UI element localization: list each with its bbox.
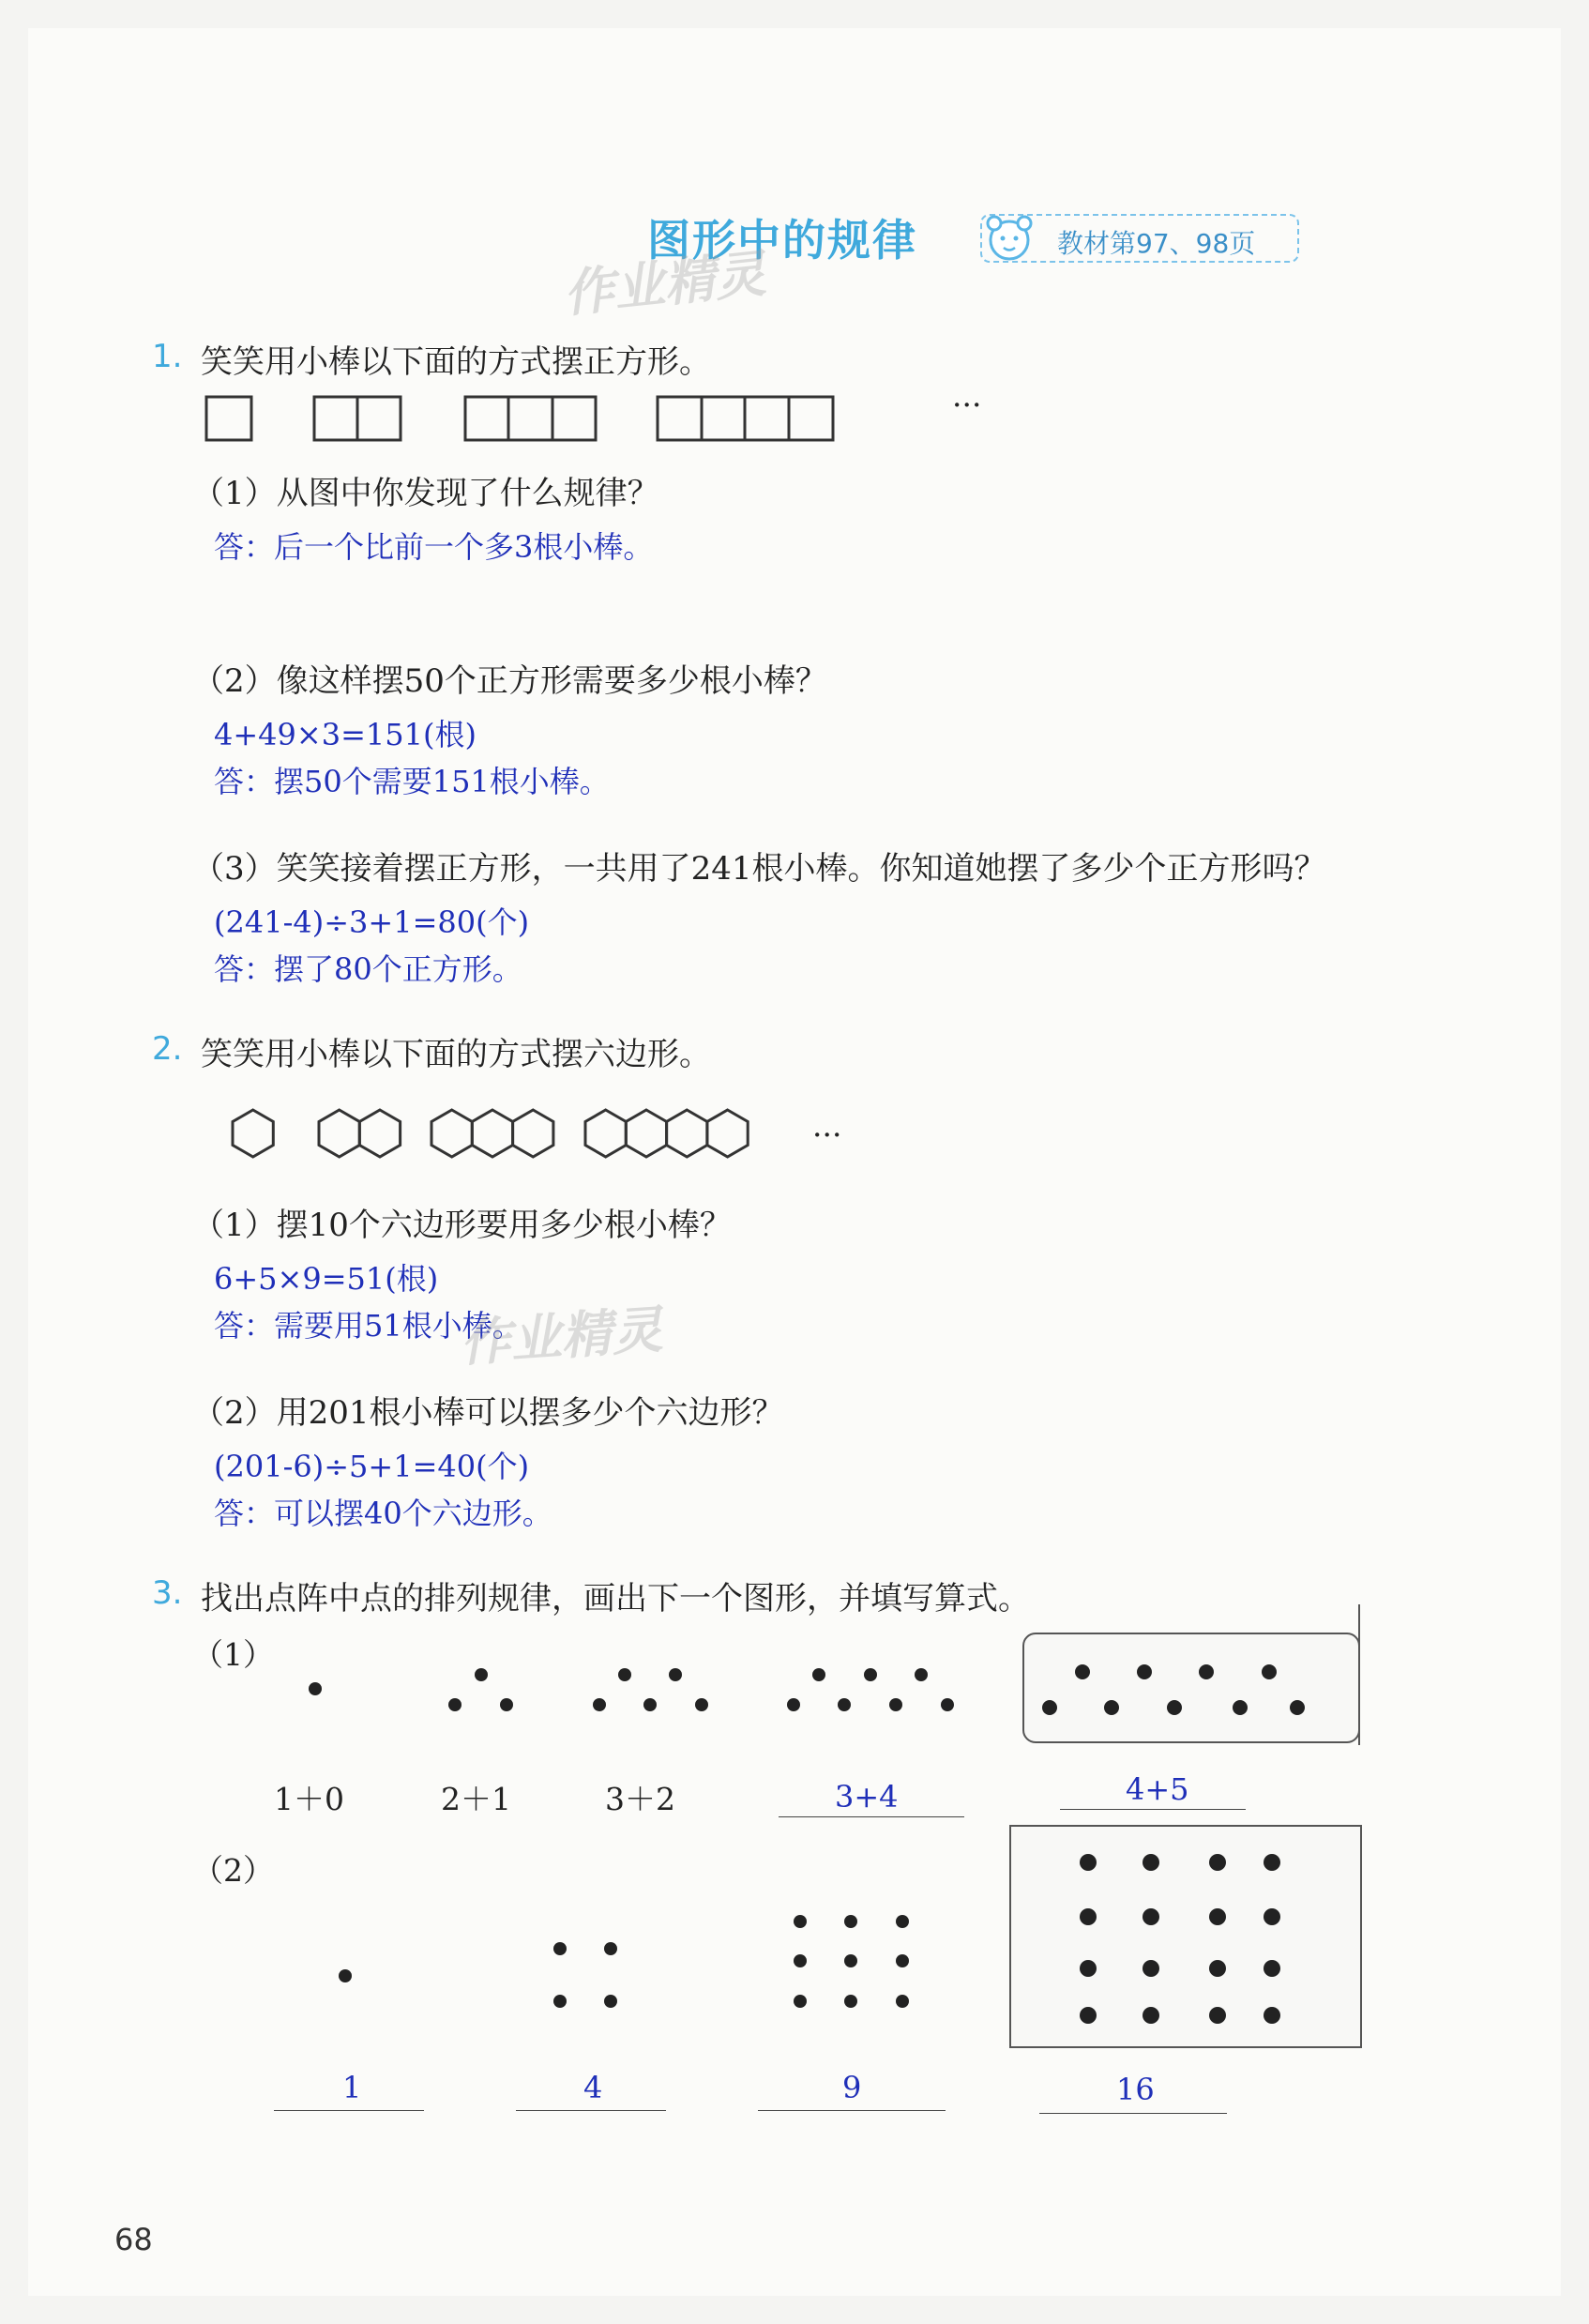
hexagons-ellipsis: ··· bbox=[812, 1116, 842, 1153]
q3-part2-blank-3 bbox=[758, 2110, 946, 2111]
q2-part2-calculation: (201-6)÷5+1=40(个) bbox=[214, 1449, 530, 1484]
q3-part2-answer-4: 16 bbox=[1116, 2072, 1155, 2107]
q3-part2-label: （2） bbox=[192, 1852, 274, 1889]
q3-part1-formula-3: 3＋2 bbox=[605, 1781, 675, 1817]
watermark: 作业精灵 bbox=[560, 243, 769, 325]
q3-part1-formula-1: 1＋0 bbox=[274, 1781, 344, 1817]
q1-part2-question: （2）像这样摆50个正方形需要多少根小棒？ bbox=[192, 662, 827, 700]
page-number: 68 bbox=[114, 2222, 153, 2257]
q1-part2-calculation: 4+49×3=151(根) bbox=[214, 717, 477, 752]
q2-part2-question: （2）用201根小棒可以摆多少个六边形？ bbox=[192, 1394, 784, 1432]
squares-ellipsis: ··· bbox=[952, 387, 982, 423]
q1-part3-answer: 答：摆了80个正方形。 bbox=[214, 951, 522, 987]
q3-part2-answer-3: 9 bbox=[842, 2070, 862, 2105]
q3-part1-answer-1: 3+4 bbox=[835, 1779, 899, 1815]
question-3-text: 找出点阵中点的排列规律，画出下一个图形，并填写算式。 bbox=[201, 1580, 1030, 1618]
q3-part1-label: （1） bbox=[192, 1636, 274, 1673]
workbook-page bbox=[28, 28, 1561, 2296]
q3-part1-answer-2: 4+5 bbox=[1126, 1771, 1189, 1807]
q2-part2-answer: 答：可以摆40个六边形。 bbox=[214, 1496, 552, 1531]
q1-part1-answer: 答：后一个比前一个多3根小棒。 bbox=[214, 529, 654, 565]
q2-part1-question: （1）摆10个六边形要用多少根小棒？ bbox=[192, 1207, 732, 1244]
q3-part2-blank-4 bbox=[1039, 2113, 1227, 2114]
question-2-number: 2. bbox=[152, 1030, 183, 1068]
q1-part3-question: （3）笑笑接着摆正方形，一共用了241根小棒。你知道她摆了多少个正方形吗？ bbox=[192, 850, 1326, 888]
page-title: 图形中的规律 bbox=[647, 215, 917, 266]
q1-part3-calculation: (241-4)÷3+1=80(个) bbox=[214, 904, 530, 940]
textbook-reference-text: 教材第97、98页 bbox=[1057, 228, 1256, 259]
watermark: 作业精灵 bbox=[458, 1299, 665, 1374]
q3-part1-formula-2: 2＋1 bbox=[441, 1781, 511, 1817]
question-1-number: 1. bbox=[152, 338, 183, 375]
dot-pattern-2-drawn bbox=[28, 28, 1561, 2092]
q3-part2-answer-2: 4 bbox=[583, 2070, 603, 2105]
question-2-text: 笑笑用小棒以下面的方式摆六边形。 bbox=[201, 1036, 711, 1073]
q3-part2-blank-1 bbox=[274, 2110, 424, 2111]
q3-part2-blank-2 bbox=[516, 2110, 666, 2111]
q2-part1-calculation: 6+5×9=51(根) bbox=[214, 1261, 439, 1297]
q2-part1-answer: 答：需要用51根小棒。 bbox=[214, 1308, 522, 1344]
q1-part1-question: （1）从图中你发现了什么规律？ bbox=[192, 475, 659, 512]
q3-part2-answer-1: 1 bbox=[342, 2070, 362, 2105]
question-3-number: 3. bbox=[152, 1574, 183, 1612]
question-1-text: 笑笑用小棒以下面的方式摆正方形。 bbox=[201, 343, 711, 381]
q1-part2-answer: 答：摆50个需要151根小棒。 bbox=[214, 764, 610, 799]
